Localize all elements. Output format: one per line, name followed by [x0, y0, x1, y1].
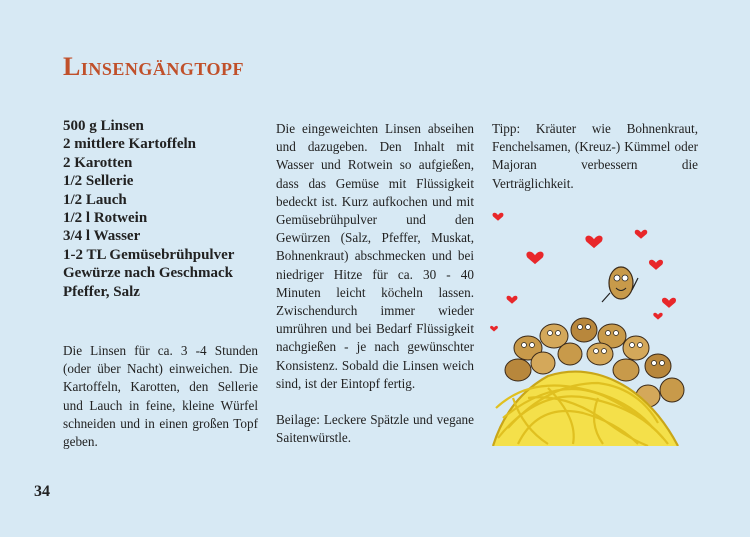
ingredient-item: Pfeffer, Salz	[63, 283, 140, 300]
side-dish-note: Beilage: Leckere Spätzle und vegane Saitenwürstle.	[276, 412, 474, 446]
ingredient-list	[63, 117, 263, 301]
ingredient-item: 1/2 l Rotwein	[63, 210, 148, 227]
ingredient-item: 1/2 Lauch	[63, 191, 127, 208]
preparation-step-1	[63, 342, 258, 451]
heart-icons	[490, 213, 676, 332]
flying-lentil	[602, 267, 638, 302]
lentil-noodle-illustration	[488, 198, 710, 446]
preparation-text: Die Linsen für ca. 3 -4 Stunden (oder über Nacht) einweichen. Die Kartoffeln, Karotten, den Sellerie und Lauch in feine, kleine Würfel schneiden und in einen großen Topf geben.	[63, 343, 258, 450]
ingredient-item: 500 g Linsen	[63, 118, 144, 134]
noodle-pile	[493, 372, 678, 446]
ingredient-item: 1-2 TL Gemüsebrühpulver	[63, 246, 235, 263]
page-number: 34	[34, 483, 50, 500]
ingredient-item: 1/2 Sellerie	[63, 173, 134, 190]
preparation-step-2	[276, 120, 474, 447]
recipe-title: Linsengängtopf	[63, 52, 245, 81]
ingredient-item: Gewürze nach Geschmack	[63, 265, 233, 282]
ingredient-item: 2 Karotten	[63, 154, 133, 171]
ingredient-item: 2 mittlere Kartoffeln	[63, 136, 197, 153]
preparation-text: Die eingeweichten Linsen abseihen und dazugeben. Den Inhalt mit Wasser und Rotwein so aufgießen, dass das Gemüse mit Flüssigkeit bedeckt ist. Kurz aufkochen und mit Gemüsebrühpulver und den Gewürzen (Salz, Pfeffer, Muskat, Bohnenkraut) abschmecken und bei niedriger Hitze für ca. 30 - 40 Minuten leicht köcheln lassen. Zwischendurch immer wieder umrühren und bei Bedarf Flüssigkeit nachgießen - je nach gewünschter Konsistenz. Sobald die Linsen weich sind, ist der Eintopf fertig.	[276, 121, 474, 391]
tip-box	[492, 120, 698, 193]
ingredient-item: 3/4 l Wasser	[63, 228, 141, 245]
tip-text: Tipp: Kräuter wie Bohnenkraut, Fenchelsamen, (Kreuz-) Kümmel oder Majoran verbessern die Verträglichkeit.	[492, 121, 698, 191]
